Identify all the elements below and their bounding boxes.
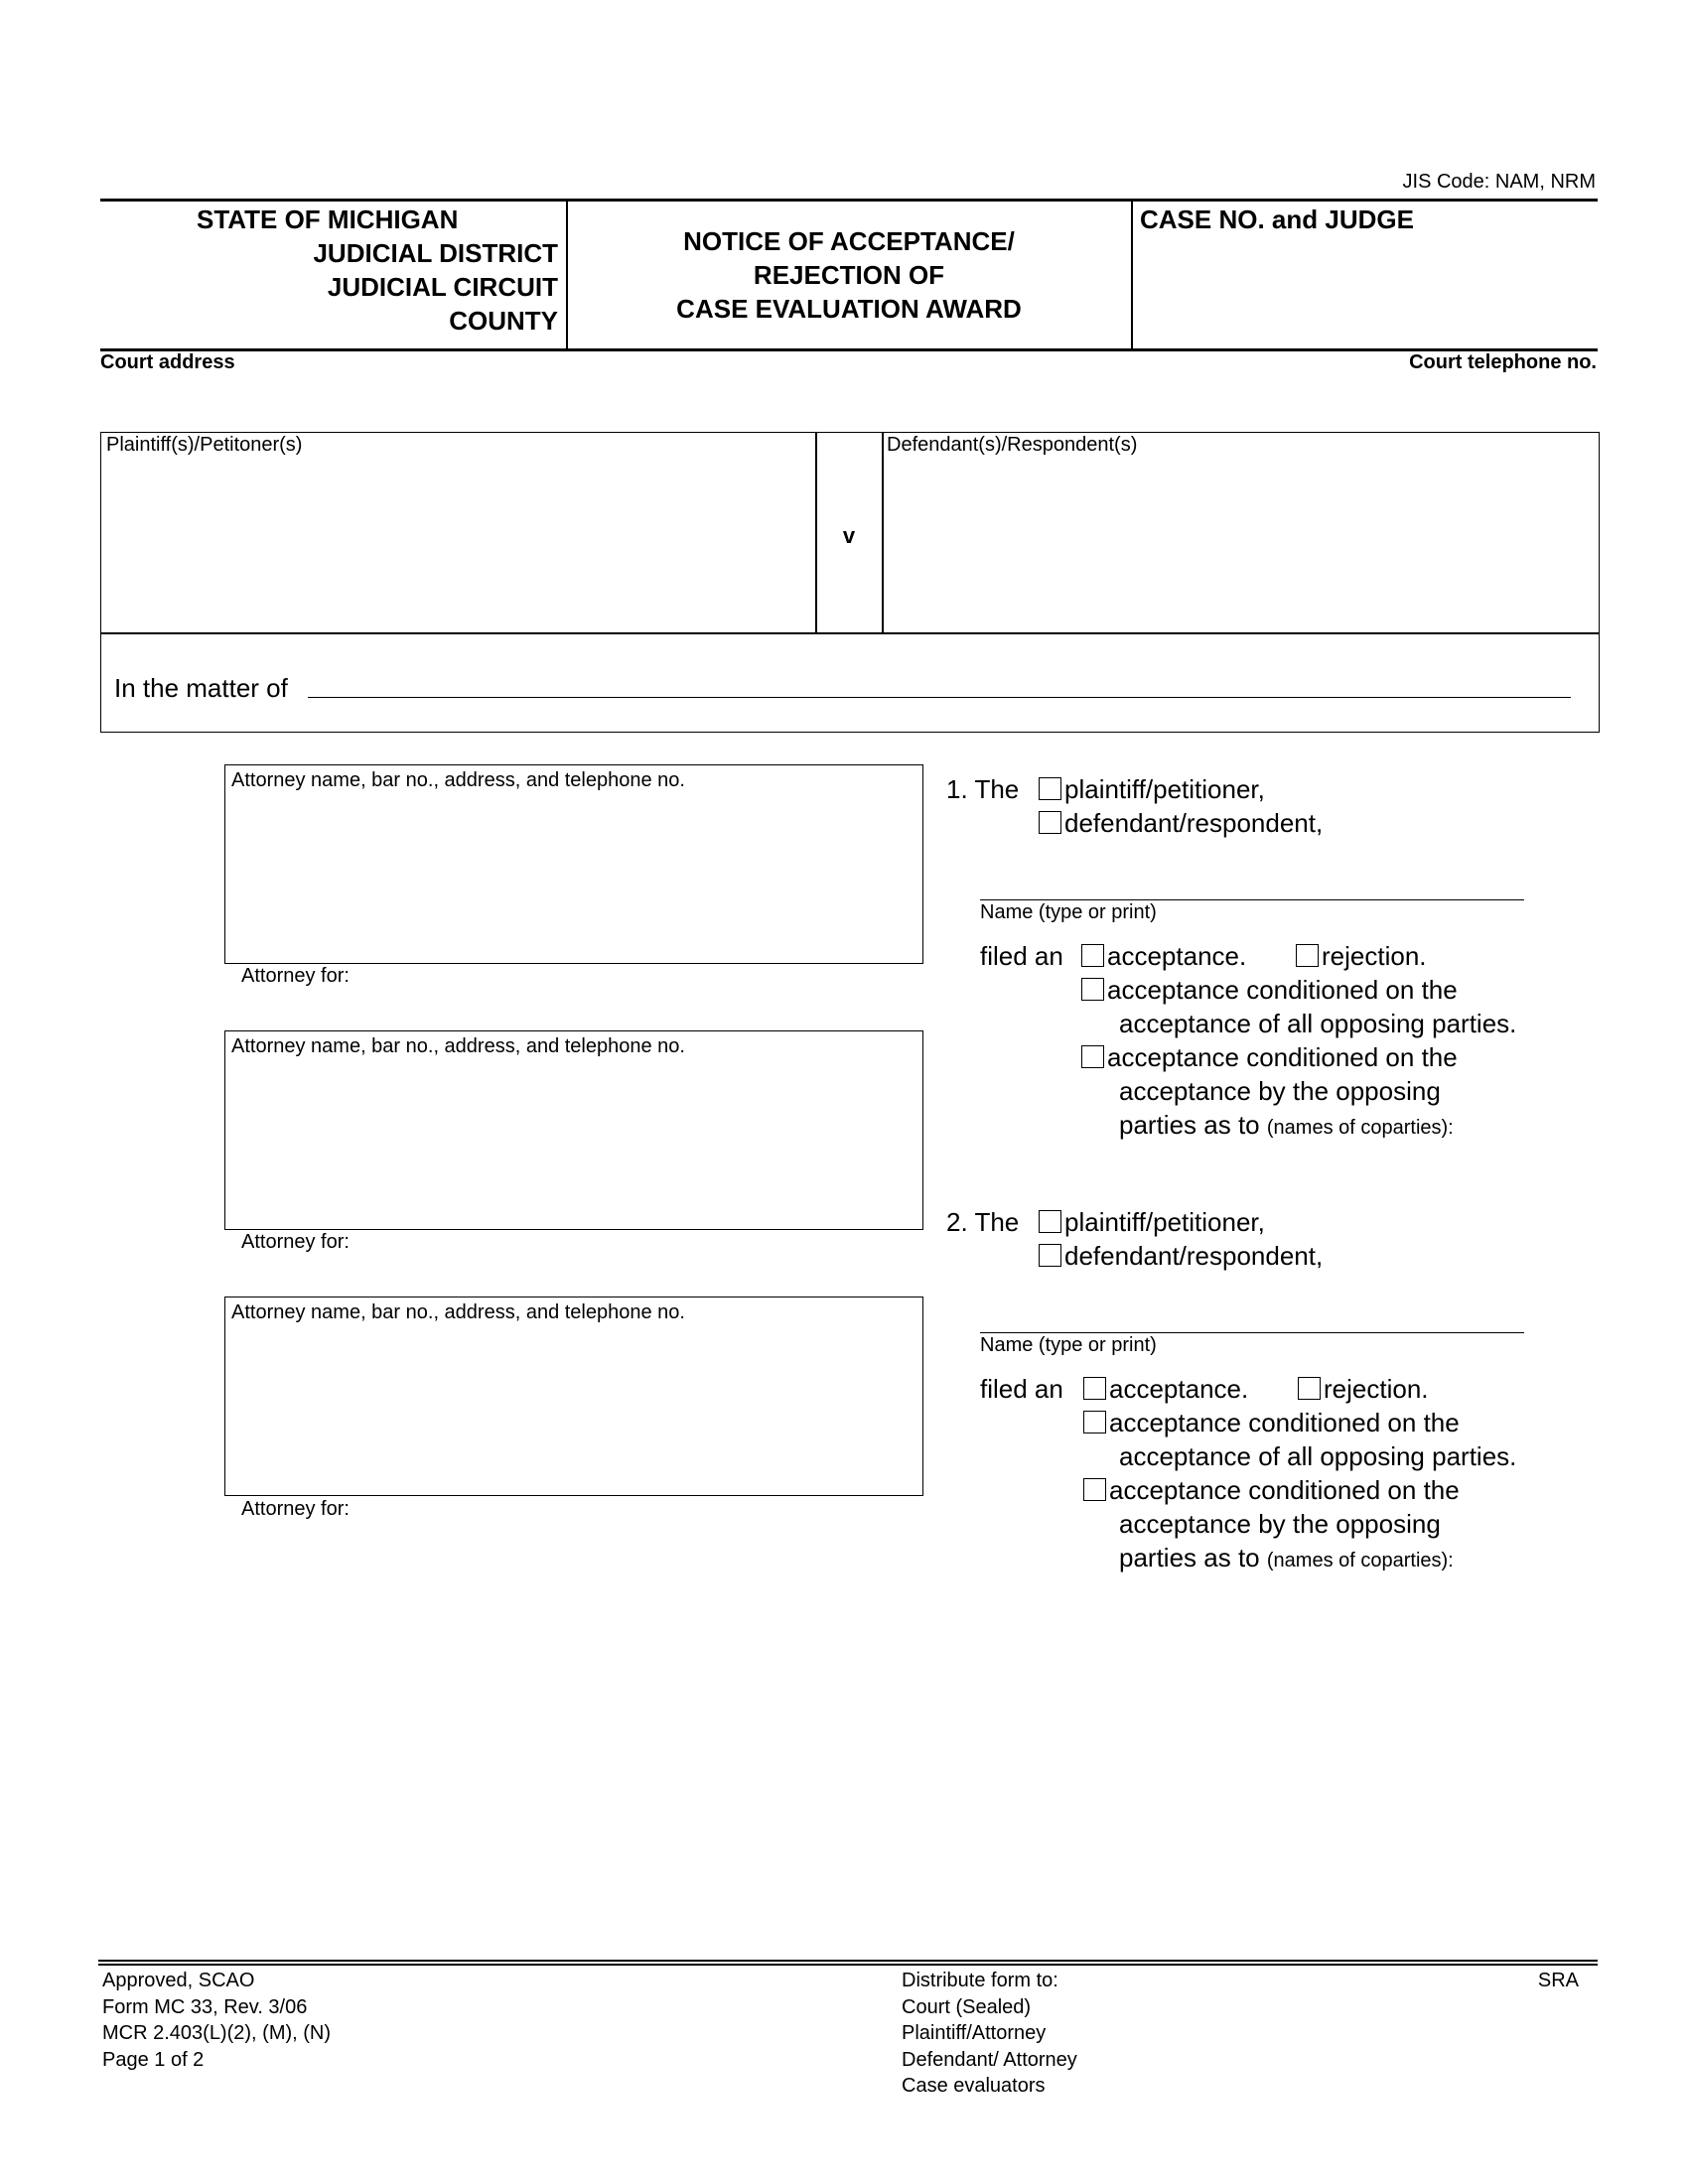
item-1-conditional-some-line-3 (1119, 1108, 1454, 1145)
item-2-name-field[interactable] (980, 1332, 1524, 1333)
item-2-rejection-option[interactable] (1298, 1372, 1429, 1406)
footer-approved: Approved, SCAO (102, 1970, 255, 1991)
attorney-for-label-2: Attorney for: (241, 1231, 350, 1253)
checkbox[interactable] (1039, 777, 1061, 800)
coparties-note: (names of coparties): (1266, 1117, 1454, 1139)
item-2-acceptance-option[interactable] (1083, 1372, 1248, 1406)
form-title-line-3: CASE EVALUATION AWARD (676, 294, 1022, 324)
court-telephone-label: Court telephone no. (1409, 351, 1597, 373)
case-no-label: CASE NO. and JUDGE (1140, 205, 1414, 234)
distribution-title: Distribute form to: (902, 1970, 1058, 1991)
item-1-name-label: Name (type or print) (980, 901, 1157, 923)
attorney-box-label: Attorney name, bar no., address, and telephone no. (231, 1035, 685, 1057)
footer-rule-2 (98, 1964, 1598, 1966)
checkbox[interactable] (1083, 1377, 1106, 1400)
option-label: parties as to (1119, 1110, 1260, 1140)
item-2-conditional-some-option[interactable] (1083, 1473, 1460, 1507)
in-the-matter-of-field[interactable] (308, 697, 1571, 698)
header-divider-right (1131, 201, 1133, 349)
plaintiff-field[interactable] (103, 459, 812, 629)
checkbox[interactable] (1039, 811, 1061, 834)
jis-code: JIS Code: NAM, NRM (1402, 171, 1596, 193)
item-1-number: 1. The (946, 774, 1020, 804)
item-1-conditional-all-option[interactable] (1081, 973, 1458, 1007)
option-label: acceptance. (1107, 941, 1247, 971)
item-2-conditional-all-line-2: acceptance of all opposing parties. (1119, 1441, 1517, 1471)
footer-page-number: Page 1 of 2 (102, 2048, 205, 2071)
versus-label: v (842, 523, 856, 548)
item-1-conditional-some-option[interactable] (1081, 1040, 1458, 1074)
footer-form-info (102, 1968, 331, 2073)
checkbox[interactable] (1081, 944, 1104, 967)
option-label: rejection. (1322, 941, 1427, 971)
checkbox[interactable] (1039, 1210, 1061, 1233)
distribution-item: Defendant/ Attorney (902, 2048, 1077, 2071)
checkbox[interactable] (1296, 944, 1319, 967)
attorney-box-3[interactable] (224, 1297, 923, 1496)
defendant-label: Defendant(s)/Respondent(s) (887, 434, 1138, 456)
footer-form-number: Form MC 33, Rev. 3/06 (102, 1995, 308, 2018)
item-1-acceptance-option[interactable] (1081, 939, 1246, 973)
option-label: plaintiff/petitioner, (1064, 1207, 1265, 1237)
item-2-name-label: Name (type or print) (980, 1334, 1157, 1356)
court-line-district: JUDICIAL DISTRICT (313, 238, 558, 268)
option-label: acceptance conditioned on the (1109, 1408, 1460, 1437)
defendant-field[interactable] (886, 459, 1597, 629)
form-title-line-1: NOTICE OF ACCEPTANCE/ (683, 226, 1015, 256)
court-heading (189, 203, 558, 338)
option-label: plaintiff/petitioner, (1064, 774, 1265, 804)
item-2-conditional-all-option[interactable] (1083, 1406, 1460, 1439)
item-1-conditional-some-line-2: acceptance by the opposing (1119, 1076, 1441, 1106)
attorney-box-2[interactable] (224, 1030, 923, 1230)
option-label: rejection. (1324, 1374, 1429, 1404)
form-title (568, 224, 1130, 326)
item-1-rejection-option[interactable] (1296, 939, 1427, 973)
footer-code: SRA (1537, 1970, 1579, 1991)
item-2-plaintiff-option[interactable] (1039, 1205, 1265, 1239)
distribution-item: Court (Sealed) (902, 1995, 1032, 2018)
footer-distribution (902, 1968, 1077, 2100)
parties-divider (100, 632, 1600, 634)
option-label: acceptance conditioned on the (1107, 975, 1458, 1005)
item-2-filed-an: filed an (980, 1374, 1063, 1404)
distribution-item: Case evaluators (902, 2075, 1046, 2097)
form-title-line-2: REJECTION OF (753, 260, 945, 290)
item-2-conditional-some-line-3 (1119, 1541, 1454, 1577)
option-label: acceptance conditioned on the (1109, 1475, 1460, 1505)
court-line-county: COUNTY (449, 306, 558, 336)
case-no-field[interactable] (1134, 238, 1595, 345)
court-address-label: Court address (100, 351, 235, 373)
attorney-for-label-1: Attorney for: (241, 965, 350, 987)
footer-court-rule: MCR 2.403(L)(2), (M), (N) (102, 2022, 332, 2044)
item-2-defendant-option[interactable] (1039, 1239, 1323, 1273)
option-label: defendant/respondent, (1064, 808, 1324, 838)
checkbox[interactable] (1298, 1377, 1321, 1400)
checkbox[interactable] (1083, 1478, 1106, 1501)
distribution-item: Plaintiff/Attorney (902, 2022, 1047, 2044)
item-2-conditional-some-line-2: acceptance by the opposing (1119, 1509, 1441, 1539)
versus-right-rule (882, 432, 884, 633)
item-1-plaintiff-option[interactable] (1039, 772, 1265, 806)
option-label: parties as to (1119, 1543, 1260, 1572)
option-label: defendant/respondent, (1064, 1241, 1324, 1271)
item-2-number: 2. The (946, 1207, 1020, 1237)
coparties-note: (names of coparties): (1266, 1550, 1454, 1571)
in-the-matter-of-label: In the matter of (114, 673, 288, 703)
plaintiff-label: Plaintiff(s)/Petitoner(s) (106, 434, 303, 456)
checkbox[interactable] (1081, 978, 1104, 1001)
header-top-rule (100, 199, 1598, 202)
attorney-for-label-3: Attorney for: (241, 1498, 350, 1520)
attorney-box-label: Attorney name, bar no., address, and telephone no. (231, 769, 685, 791)
court-line-state: STATE OF MICHIGAN (197, 205, 459, 234)
checkbox[interactable] (1083, 1411, 1106, 1433)
attorney-box-label: Attorney name, bar no., address, and telephone no. (231, 1301, 685, 1323)
court-line-circuit: JUDICIAL CIRCUIT (327, 272, 558, 302)
checkbox[interactable] (1081, 1045, 1104, 1068)
header-bottom-rule (100, 348, 1598, 351)
item-1-defendant-option[interactable] (1039, 806, 1323, 840)
item-1-name-field[interactable] (980, 899, 1524, 900)
option-label: acceptance conditioned on the (1107, 1042, 1458, 1072)
checkbox[interactable] (1039, 1244, 1061, 1267)
attorney-box-1[interactable] (224, 764, 923, 964)
footer-rule-1 (98, 1960, 1598, 1962)
item-1-conditional-all-line-2: acceptance of all opposing parties. (1119, 1009, 1517, 1038)
option-label: acceptance. (1109, 1374, 1249, 1404)
item-1-filed-an: filed an (980, 941, 1063, 971)
